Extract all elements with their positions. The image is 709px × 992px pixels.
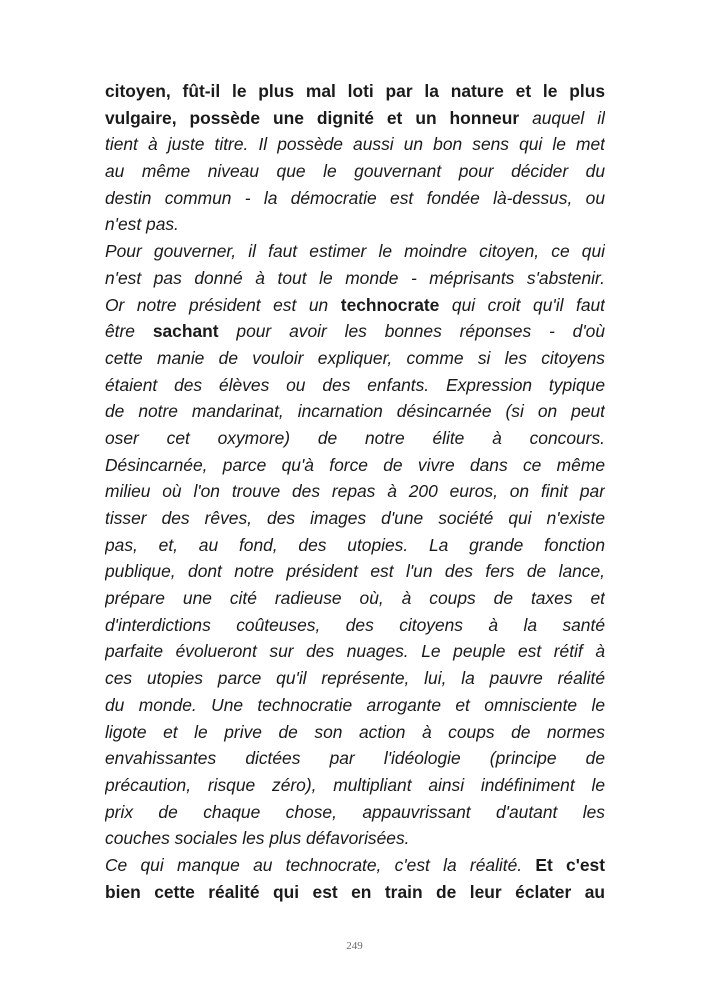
text-line <box>105 532 605 559</box>
page-number: 249 <box>346 940 363 952</box>
italic-text-run: prix de chaque chose, appauvrissant d'autant les <box>105 801 605 822</box>
italic-text-run: ces utopies parce qu'il représente, lui, la pauvre réalité <box>105 668 605 689</box>
italic-text-run: prépare une cité radieuse où, à coups de taxes et <box>105 588 605 609</box>
text-line <box>105 425 605 452</box>
text-line <box>105 452 605 479</box>
italic-text-run: de notre mandarinat, incarnation désincarnée (si on peut <box>105 401 605 422</box>
italic-text-run: auquel il <box>532 107 605 128</box>
text-line <box>105 585 605 612</box>
text-line <box>105 825 605 852</box>
italic-text-run: n'est pas. <box>105 214 179 235</box>
text-line <box>105 879 605 906</box>
text-line <box>105 719 605 746</box>
italic-text-run: couches sociales les plus défavorisées. <box>105 828 410 849</box>
italic-text-run: Pour gouverner, il faut estimer le moindre citoyen, ce qui <box>105 241 605 262</box>
bold-text-run: sachant <box>152 321 219 342</box>
italic-text-run: ligote et le prive de son action à coups de normes <box>105 721 605 742</box>
text-line <box>105 398 605 425</box>
italic-text-run: tisser des rêves, des images d'une société qui n'existe <box>105 508 605 528</box>
italic-text-run: tient à juste titre. Il possède aussi un bon sens qui le met <box>105 134 605 155</box>
italic-text-run: au même niveau que le gouvernant pour décider du <box>105 161 605 182</box>
text-line <box>105 558 605 585</box>
text-line <box>105 478 605 505</box>
italic-text-run: Désincarnée, parce qu'à force de vivre dans ce même <box>105 454 605 475</box>
italic-text-run: parfaite évolueront sur des nuages. Le peuple est rétif à <box>105 641 605 662</box>
text-line <box>105 211 605 238</box>
bold-text-run: bien cette réalité qui est en train de leur éclater au <box>105 881 605 902</box>
bold-text-run: technocrate <box>340 294 440 315</box>
italic-text-run: publique, dont notre président est l'un des fers de lance, <box>105 561 605 582</box>
text-line <box>105 505 605 532</box>
italic-text-run: qui croit qu'il faut <box>439 294 605 315</box>
text-line <box>105 772 605 799</box>
italic-text-run: milieu où l'on trouve des repas à 200 euros, on finit par <box>105 481 605 502</box>
italic-text-run: Or notre président est un <box>105 294 341 315</box>
text-line <box>105 372 605 399</box>
text-line <box>105 745 605 772</box>
text-line <box>105 612 605 639</box>
text-line <box>105 852 605 879</box>
italic-text-run: pour avoir les bonnes réponses - d'où <box>218 321 605 342</box>
italic-text-run: cette manie de vouloir expliquer, comme si les citoyens <box>105 347 605 368</box>
italic-text-run: précaution, risque zéro), multipliant ainsi indéfiniment le <box>105 774 605 795</box>
italic-text-run: être <box>105 321 153 342</box>
italic-text-run: destin commun - la démocratie est fondée là-dessus, ou <box>105 187 605 208</box>
italic-text-run: d'interdictions coûteuses, des citoyens à la santé <box>105 614 605 635</box>
text-line <box>105 345 605 372</box>
italic-text-run: n'est pas donné à tout le monde - méprisants s'abstenir. <box>105 267 605 288</box>
text-line <box>105 638 605 665</box>
text-line <box>105 105 605 132</box>
italic-text-run: envahissantes dictées par l'idéologie (principe de <box>105 748 605 769</box>
italic-text-run: Ce qui manque au technocrate, c'est la réalité. <box>105 854 536 875</box>
italic-text-run: oser cet oxymore) de notre élite à concours. <box>105 427 605 448</box>
text-line <box>105 238 605 265</box>
text-line <box>105 292 605 319</box>
text-line <box>105 799 605 826</box>
bold-text-run: citoyen, fût-il le plus mal loti par la nature et le plus <box>105 81 605 101</box>
text-line <box>105 78 605 105</box>
page-body <box>105 78 605 905</box>
bold-text-run: vulgaire, possède une dignité et un honneur <box>105 107 533 128</box>
text-line <box>105 158 605 185</box>
text-line <box>105 131 605 158</box>
text-line <box>105 692 605 719</box>
italic-text-run: étaient des élèves ou des enfants. Expression typique <box>105 374 605 395</box>
italic-text-run: pas, et, au fond, des utopies. La grande fonction <box>105 534 605 555</box>
text-line <box>105 265 605 292</box>
italic-text-run: du monde. Une technocratie arrogante et omnisciente le <box>105 694 605 715</box>
bold-text-run: Et c'est <box>535 854 605 875</box>
text-line <box>105 185 605 212</box>
text-line <box>105 318 605 345</box>
text-line <box>105 665 605 692</box>
